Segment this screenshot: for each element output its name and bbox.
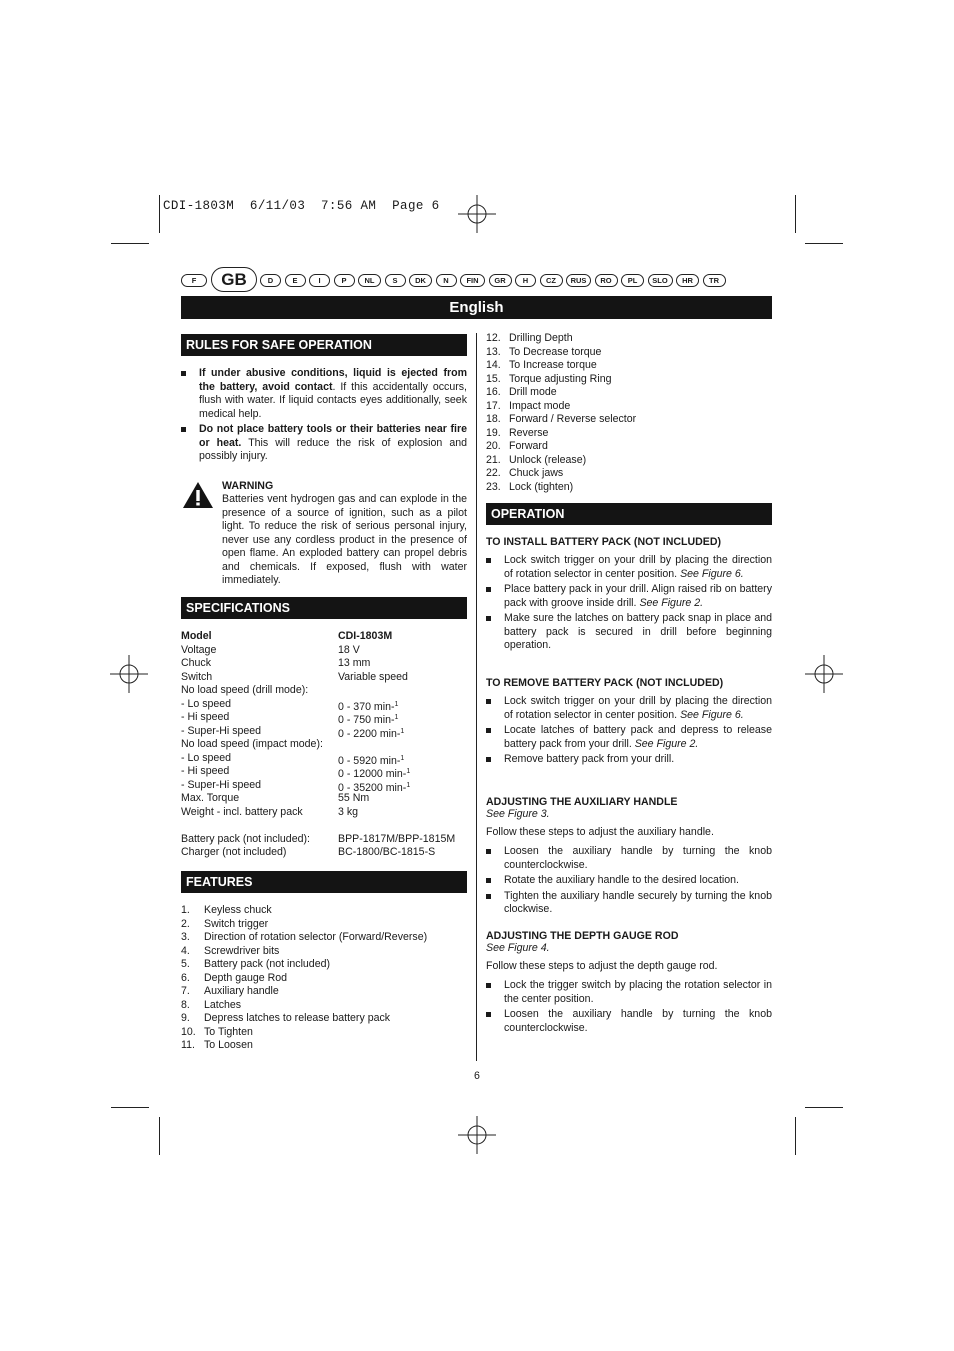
- figure-reference: See Figure 4.: [486, 942, 550, 954]
- spec-label: - Lo speed: [181, 751, 232, 764]
- features-list-continued: [486, 332, 772, 494]
- list-item: [486, 359, 772, 373]
- spec-value-text: 0 - 35200 min-: [338, 781, 407, 794]
- spec-label: - Hi speed: [181, 711, 230, 723]
- language-badge: I: [309, 274, 330, 287]
- language-badge: FIN: [460, 274, 485, 287]
- item-number: 4.: [181, 944, 190, 957]
- item-number: 16.: [486, 386, 501, 398]
- list-item: [486, 346, 772, 360]
- spec-value-text: 18 V: [338, 643, 360, 656]
- item-number: 21.: [486, 453, 501, 466]
- list-item: [486, 554, 772, 581]
- language-badge: N: [436, 274, 457, 287]
- step-text: Tighten the auxiliary handle securely by turning the knob clockwise.: [504, 889, 772, 915]
- spec-value: [338, 725, 404, 742]
- language-badge: P: [334, 274, 355, 287]
- figure-reference: See Figure 6.: [680, 567, 744, 580]
- crop-mark: [795, 1117, 796, 1155]
- language-badge: TR: [703, 274, 726, 287]
- spec-label: Model: [181, 630, 212, 642]
- crop-mark: [159, 195, 160, 233]
- spec-value-text: BC-1800/BC-1815-S: [338, 846, 436, 858]
- list-item: [181, 904, 471, 918]
- page-number: 6: [474, 1070, 480, 1082]
- step-text: Place battery pack in your drill. Align raised rib on battery pack with groove inside drill.: [504, 583, 772, 609]
- list-item: [486, 1008, 772, 1035]
- spec-label: No load speed (impact mode):: [181, 738, 323, 750]
- crop-mark: [805, 243, 843, 244]
- language-badge: NL: [358, 274, 381, 287]
- item-number: 12.: [486, 332, 501, 344]
- item-text: Switch trigger: [204, 917, 269, 930]
- spec-row: [181, 805, 359, 820]
- spec-row: [181, 751, 405, 767]
- item-text: Unlock (release): [509, 453, 587, 466]
- language-badge: H: [515, 274, 536, 287]
- spec-row: [181, 684, 308, 698]
- spec-unit-exponent: 1: [406, 768, 411, 775]
- registration-mark-icon: [458, 1116, 496, 1154]
- crop-mark: [111, 1107, 149, 1108]
- specifications-table: [181, 630, 471, 860]
- list-item: [486, 332, 772, 346]
- warning-text: Batteries vent hydrogen gas and can explode in the presence of a source of ignition, such as a pilot light. To reduce the risk of serious personal injury, never use any cordless product in the presence of open flame. An exploded battery can propel debris and chemicals. If exposed, flush with water immediately.: [222, 493, 467, 586]
- item-text: Torque adjusting Ring: [509, 372, 612, 385]
- spec-value-text: 0 - 5920 min-: [338, 754, 401, 767]
- spec-label: Max. Torque: [181, 792, 240, 804]
- language-badge: E: [285, 274, 306, 287]
- list-item: [181, 958, 471, 972]
- depth-steps: [486, 979, 772, 1035]
- subheading-auxiliary-handle: ADJUSTING THE AUXILIARY HANDLE: [486, 796, 678, 808]
- list-item: [486, 695, 772, 722]
- spec-label: Charger (not included): [181, 846, 287, 858]
- warning-title: WARNING: [222, 480, 274, 492]
- spec-value: [338, 806, 358, 820]
- spec-row: [181, 738, 323, 752]
- list-item: [486, 386, 772, 400]
- list-item: [181, 1026, 471, 1040]
- list-item: [486, 979, 772, 1006]
- item-number: 19.: [486, 426, 501, 439]
- crop-mark: [159, 1117, 160, 1155]
- list-item: [486, 413, 772, 427]
- list-item: [486, 890, 772, 917]
- spec-row: [181, 724, 405, 740]
- item-text: Drill mode: [509, 386, 557, 398]
- spec-row: [181, 832, 456, 847]
- language-badge: GR: [489, 274, 512, 287]
- spec-value: [338, 833, 455, 847]
- list-item: [486, 753, 772, 767]
- language-badge-current: GB: [211, 267, 257, 292]
- spec-label: Battery pack (not included):: [181, 832, 310, 845]
- crop-mark: [111, 243, 149, 244]
- step-text: Make sure the latches on battery pack snap in place and battery pack is secured in drill before beginning operation.: [504, 612, 772, 651]
- language-badge: RUS: [566, 274, 591, 287]
- install-steps: [486, 554, 772, 653]
- spec-value-text: 0 - 750 min-: [338, 714, 395, 726]
- item-text: Keyless chuck: [204, 904, 272, 916]
- registration-mark-icon: [805, 655, 843, 693]
- item-text: Depress latches to release battery pack: [204, 1012, 391, 1024]
- rules-list: [181, 367, 467, 464]
- item-text: To Loosen: [204, 1039, 253, 1051]
- list-item: [486, 845, 772, 872]
- spec-unit-exponent: 1: [400, 754, 405, 762]
- section-heading-rules: RULES FOR SAFE OPERATION: [181, 334, 467, 356]
- remove-steps: [486, 695, 772, 767]
- spec-label: Voltage: [181, 643, 217, 656]
- list-item: [486, 874, 772, 888]
- crop-mark: [805, 1107, 843, 1108]
- spec-value-text: 3 kg: [338, 805, 359, 818]
- spec-value-text: 0 - 2200 min-: [338, 727, 401, 740]
- list-item: [181, 918, 471, 932]
- item-text: Depth gauge Rod: [204, 971, 288, 984]
- spec-value: [338, 644, 360, 658]
- spec-value-text: 0 - 12000 min-: [338, 768, 407, 780]
- item-text: Auxiliary handle: [204, 985, 279, 997]
- list-item: [181, 972, 471, 986]
- spec-value: [338, 846, 435, 860]
- item-text: To Tighten: [204, 1025, 253, 1038]
- rule-text: This will reduce the risk of explosion and possibly injury.: [199, 436, 467, 462]
- print-slug: CDI-1803M 6/11/03 7:56 AM Page 6: [163, 199, 440, 213]
- aux-intro: Follow these steps to adjust the auxiliary handle.: [486, 826, 714, 838]
- language-badge: RO: [595, 274, 618, 287]
- page-title: English: [181, 296, 772, 319]
- item-text: Impact mode: [509, 399, 571, 412]
- item-text: Forward / Reverse selector: [509, 413, 637, 425]
- column-divider: [476, 333, 477, 1061]
- spec-row: [181, 778, 411, 794]
- spec-row: [181, 846, 436, 860]
- language-badge: S: [385, 274, 406, 287]
- rule-bold: Do not place battery tools or their batteries near fire or heat.: [199, 423, 467, 449]
- language-badge: DK: [409, 274, 432, 287]
- list-item: [486, 467, 772, 481]
- item-number: 1.: [181, 904, 190, 916]
- list-item: [486, 400, 772, 414]
- list-item: [181, 1012, 471, 1026]
- rule-text: . If this accidentally occurs, flush with water. If liquid contacts eyes additionally, seek medical help.: [199, 380, 467, 420]
- language-badge: HR: [676, 274, 699, 287]
- spec-value-text: 0 - 370 min-: [338, 700, 395, 713]
- list-item: [486, 612, 772, 653]
- list-item: [181, 985, 471, 999]
- spec-value-text: 13 mm: [338, 657, 371, 669]
- features-list: [181, 904, 471, 1053]
- step-text: Remove battery pack from your drill.: [504, 753, 675, 765]
- rule-bold: If under abusive conditions, liquid is ejected from the battery, avoid contact: [199, 367, 467, 393]
- item-text: Drilling Depth: [509, 332, 573, 344]
- item-number: 17.: [486, 399, 501, 412]
- list-item: [181, 1039, 471, 1053]
- item-number: 5.: [181, 958, 190, 970]
- list-item: [181, 945, 471, 959]
- item-text: Reverse: [509, 426, 549, 439]
- language-badge: D: [260, 274, 281, 287]
- item-number: 18.: [486, 413, 501, 425]
- subheading-depth-gauge: ADJUSTING THE DEPTH GAUGE ROD: [486, 930, 679, 942]
- item-number: 3.: [181, 931, 190, 943]
- crop-mark: [795, 195, 796, 233]
- item-text: Lock (tighten): [509, 480, 574, 493]
- language-badge: PL: [621, 274, 644, 287]
- figure-reference: See Figure 2.: [639, 596, 704, 609]
- item-number: 13.: [486, 345, 501, 358]
- item-number: 11.: [181, 1039, 195, 1051]
- spec-value: [338, 792, 369, 806]
- spec-label: - Super-Hi speed: [181, 778, 262, 791]
- figure-reference: See Figure 6.: [680, 708, 744, 721]
- spec-label: - Hi speed: [181, 765, 230, 777]
- item-text: To Decrease torque: [509, 345, 602, 358]
- list-item: [486, 454, 772, 468]
- spec-row: [181, 765, 411, 780]
- spec-row: [181, 657, 371, 671]
- spec-label: Weight - incl. battery pack: [181, 805, 303, 818]
- item-number: 20.: [486, 440, 501, 452]
- step-text: Lock switch trigger on your drill by placing the direction of rotation selector in center position.: [504, 554, 772, 580]
- spec-unit-exponent: 1: [394, 700, 399, 708]
- item-number: 22.: [486, 467, 501, 479]
- spec-value-text: Variable speed: [338, 670, 408, 683]
- item-number: 10.: [181, 1025, 196, 1038]
- language-bar: [181, 267, 773, 292]
- spec-unit-exponent: 1: [406, 781, 411, 789]
- depth-intro: Follow these steps to adjust the depth gauge rod.: [486, 960, 718, 972]
- spec-row: [181, 792, 370, 806]
- language-badge: CZ: [540, 274, 563, 287]
- spec-row: [181, 643, 360, 658]
- section-heading-operation: OPERATION: [486, 503, 772, 525]
- spec-value-text: CDI-1803M: [338, 630, 393, 642]
- spec-label: Chuck: [181, 657, 212, 669]
- registration-mark-icon: [110, 655, 148, 693]
- spec-label: Switch: [181, 670, 213, 683]
- list-item: [486, 583, 772, 610]
- spec-row: [181, 711, 399, 726]
- item-number: 2.: [181, 917, 190, 930]
- figure-reference: See Figure 2.: [634, 737, 699, 750]
- list-item: [181, 999, 471, 1013]
- spec-label: - Super-Hi speed: [181, 724, 262, 737]
- list-item: [486, 373, 772, 387]
- list-item: [486, 481, 772, 495]
- step-text: Rotate the auxiliary handle to the desired location.: [504, 874, 739, 886]
- spec-label: - Lo speed: [181, 697, 232, 710]
- list-item: [486, 724, 772, 751]
- list-item: [181, 423, 467, 464]
- item-number: 7.: [181, 985, 190, 997]
- list-item: [486, 440, 772, 454]
- section-heading-features: FEATURES: [181, 871, 467, 893]
- list-item: [181, 367, 467, 421]
- item-text: To Increase torque: [509, 359, 597, 371]
- item-number: 9.: [181, 1012, 190, 1024]
- list-item: [486, 427, 772, 441]
- spec-unit-exponent: 1: [400, 727, 405, 735]
- spec-value: [338, 671, 408, 685]
- spec-row: [181, 670, 408, 685]
- aux-steps: [486, 845, 772, 917]
- spec-value: [338, 630, 392, 644]
- item-number: 23.: [486, 480, 501, 493]
- step-text: Locate latches of battery pack and depress to release battery pack from your drill.: [504, 724, 772, 750]
- item-text: Battery pack (not included): [204, 958, 331, 970]
- warning-triangle-icon: [182, 481, 214, 509]
- item-text: Latches: [204, 998, 242, 1011]
- item-number: 15.: [486, 372, 501, 385]
- item-number: 14.: [486, 359, 501, 371]
- item-text: Chuck jaws: [509, 467, 564, 479]
- language-badge: F: [181, 274, 207, 287]
- subheading-install: TO INSTALL BATTERY PACK (NOT INCLUDED): [486, 536, 722, 548]
- subheading-remove: TO REMOVE BATTERY PACK (NOT INCLUDED): [486, 677, 724, 689]
- spec-value: [338, 657, 370, 671]
- item-text: Forward: [509, 440, 548, 452]
- section-heading-specifications: SPECIFICATIONS: [181, 597, 467, 619]
- figure-reference: See Figure 3.: [486, 808, 550, 820]
- spec-value-text: BPP-1817M/BPP-1815M: [338, 832, 456, 845]
- step-text: Lock switch trigger on your drill by placing the direction of rotation selector in center position.: [504, 695, 772, 721]
- step-text: Loosen the auxiliary handle by turning the knob counterclockwise.: [504, 845, 772, 871]
- spec-row: [181, 697, 399, 713]
- spec-label: No load speed (drill mode):: [181, 684, 309, 696]
- spec-value-text: 55 Nm: [338, 792, 370, 804]
- spec-unit-exponent: 1: [394, 714, 399, 721]
- list-item: [181, 931, 471, 945]
- spec-row: [181, 630, 393, 644]
- registration-mark-icon: [458, 195, 496, 233]
- item-number: 8.: [181, 998, 190, 1011]
- item-number: 6.: [181, 971, 190, 984]
- language-badge: SLO: [648, 274, 673, 287]
- step-text: Lock the trigger switch by placing the rotation selector in the center position.: [504, 979, 772, 1005]
- step-text: Loosen the auxiliary handle by turning the knob counterclockwise.: [504, 1008, 772, 1034]
- item-text: Screwdriver bits: [204, 944, 280, 957]
- item-text: Direction of rotation selector (Forward/Reverse): [204, 931, 428, 943]
